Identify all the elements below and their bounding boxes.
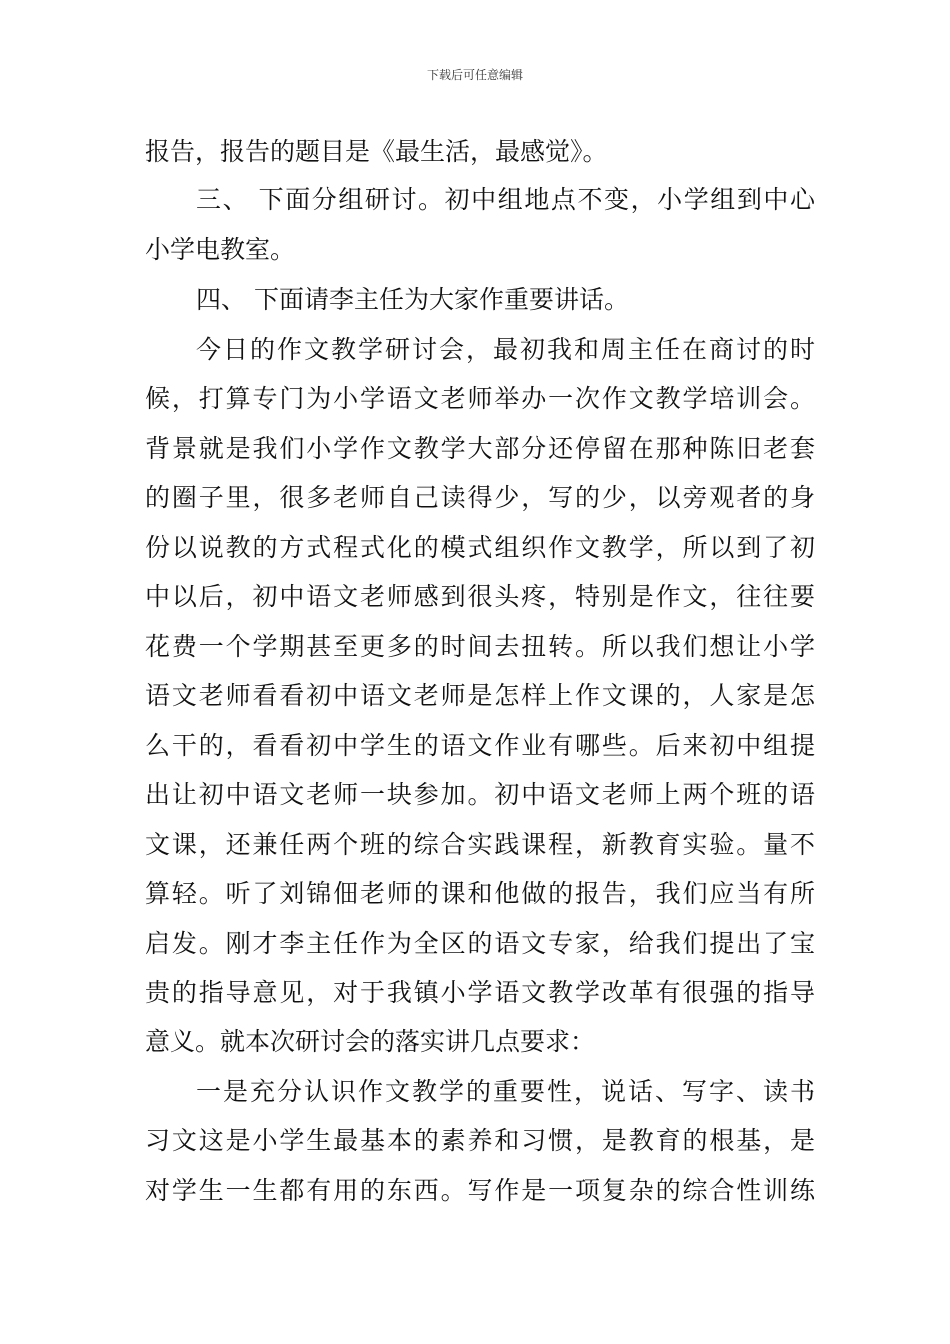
text-line: 背景就是我们小学作文教学大部分还停留在那种陈旧老套 xyxy=(145,434,815,463)
text-line: 习文这是小学生最基本的素养和习惯，是教育的根基，是 xyxy=(145,1126,815,1155)
text-line: 花费一个学期甚至更多的时间去扭转。所以我们想让小学 xyxy=(145,632,815,661)
text-line: 今日的作文教学研讨会，最初我和周主任在商讨的时 xyxy=(196,335,815,364)
text-line: 份以说教的方式程式化的模式组织作文教学，所以到了初 xyxy=(145,533,815,562)
text-line: 启发。刚才李主任作为全区的语文专家，给我们提出了宝 xyxy=(145,929,815,958)
text-line: 四、 下面请李主任为大家作重要讲话。 xyxy=(196,285,629,314)
text-line: 对学生一生都有用的东西。写作是一项复杂的综合性训练 xyxy=(145,1176,815,1205)
text-line: 报告，报告的题目是《最生活，最感觉》。 xyxy=(145,137,608,166)
text-line: 候，打算专门为小学语文老师举办一次作文教学培训会。 xyxy=(145,384,815,413)
text-line: 么干的，看看初中学生的语文作业有哪些。后来初中组提 xyxy=(145,731,815,760)
text-line: 出让初中语文老师一块参加。初中语文老师上两个班的语 xyxy=(145,780,815,809)
text-line: 小学电教室。 xyxy=(145,235,296,264)
text-line: 算轻。听了刘锦佃老师的课和他做的报告，我们应当有所 xyxy=(145,879,815,908)
text-line: 中以后，初中语文老师感到很头疼，特别是作文，往往要 xyxy=(145,582,815,611)
page-header: 下载后可任意编辑 xyxy=(426,68,523,82)
text-line: 语文老师看看初中语文老师是怎样上作文课的，人家是怎 xyxy=(145,681,815,710)
text-line: 贵的指导意见，对于我镇小学语文教学改革有很强的指导 xyxy=(145,978,815,1007)
text-line: 意义。就本次研讨会的落实讲几点要求： xyxy=(145,1027,596,1056)
text-line: 的圈子里，很多老师自己读得少，写的少，以旁观者的身 xyxy=(145,483,815,512)
text-line: 一是充分认识作文教学的重要性，说话、写字、读书 xyxy=(196,1077,815,1106)
text-line: 文课，还兼任两个班的综合实践课程，新教育实验。量不 xyxy=(145,830,815,859)
text-line: 三、 下面分组研讨。初中组地点不变，小学组到中心 xyxy=(196,185,815,214)
